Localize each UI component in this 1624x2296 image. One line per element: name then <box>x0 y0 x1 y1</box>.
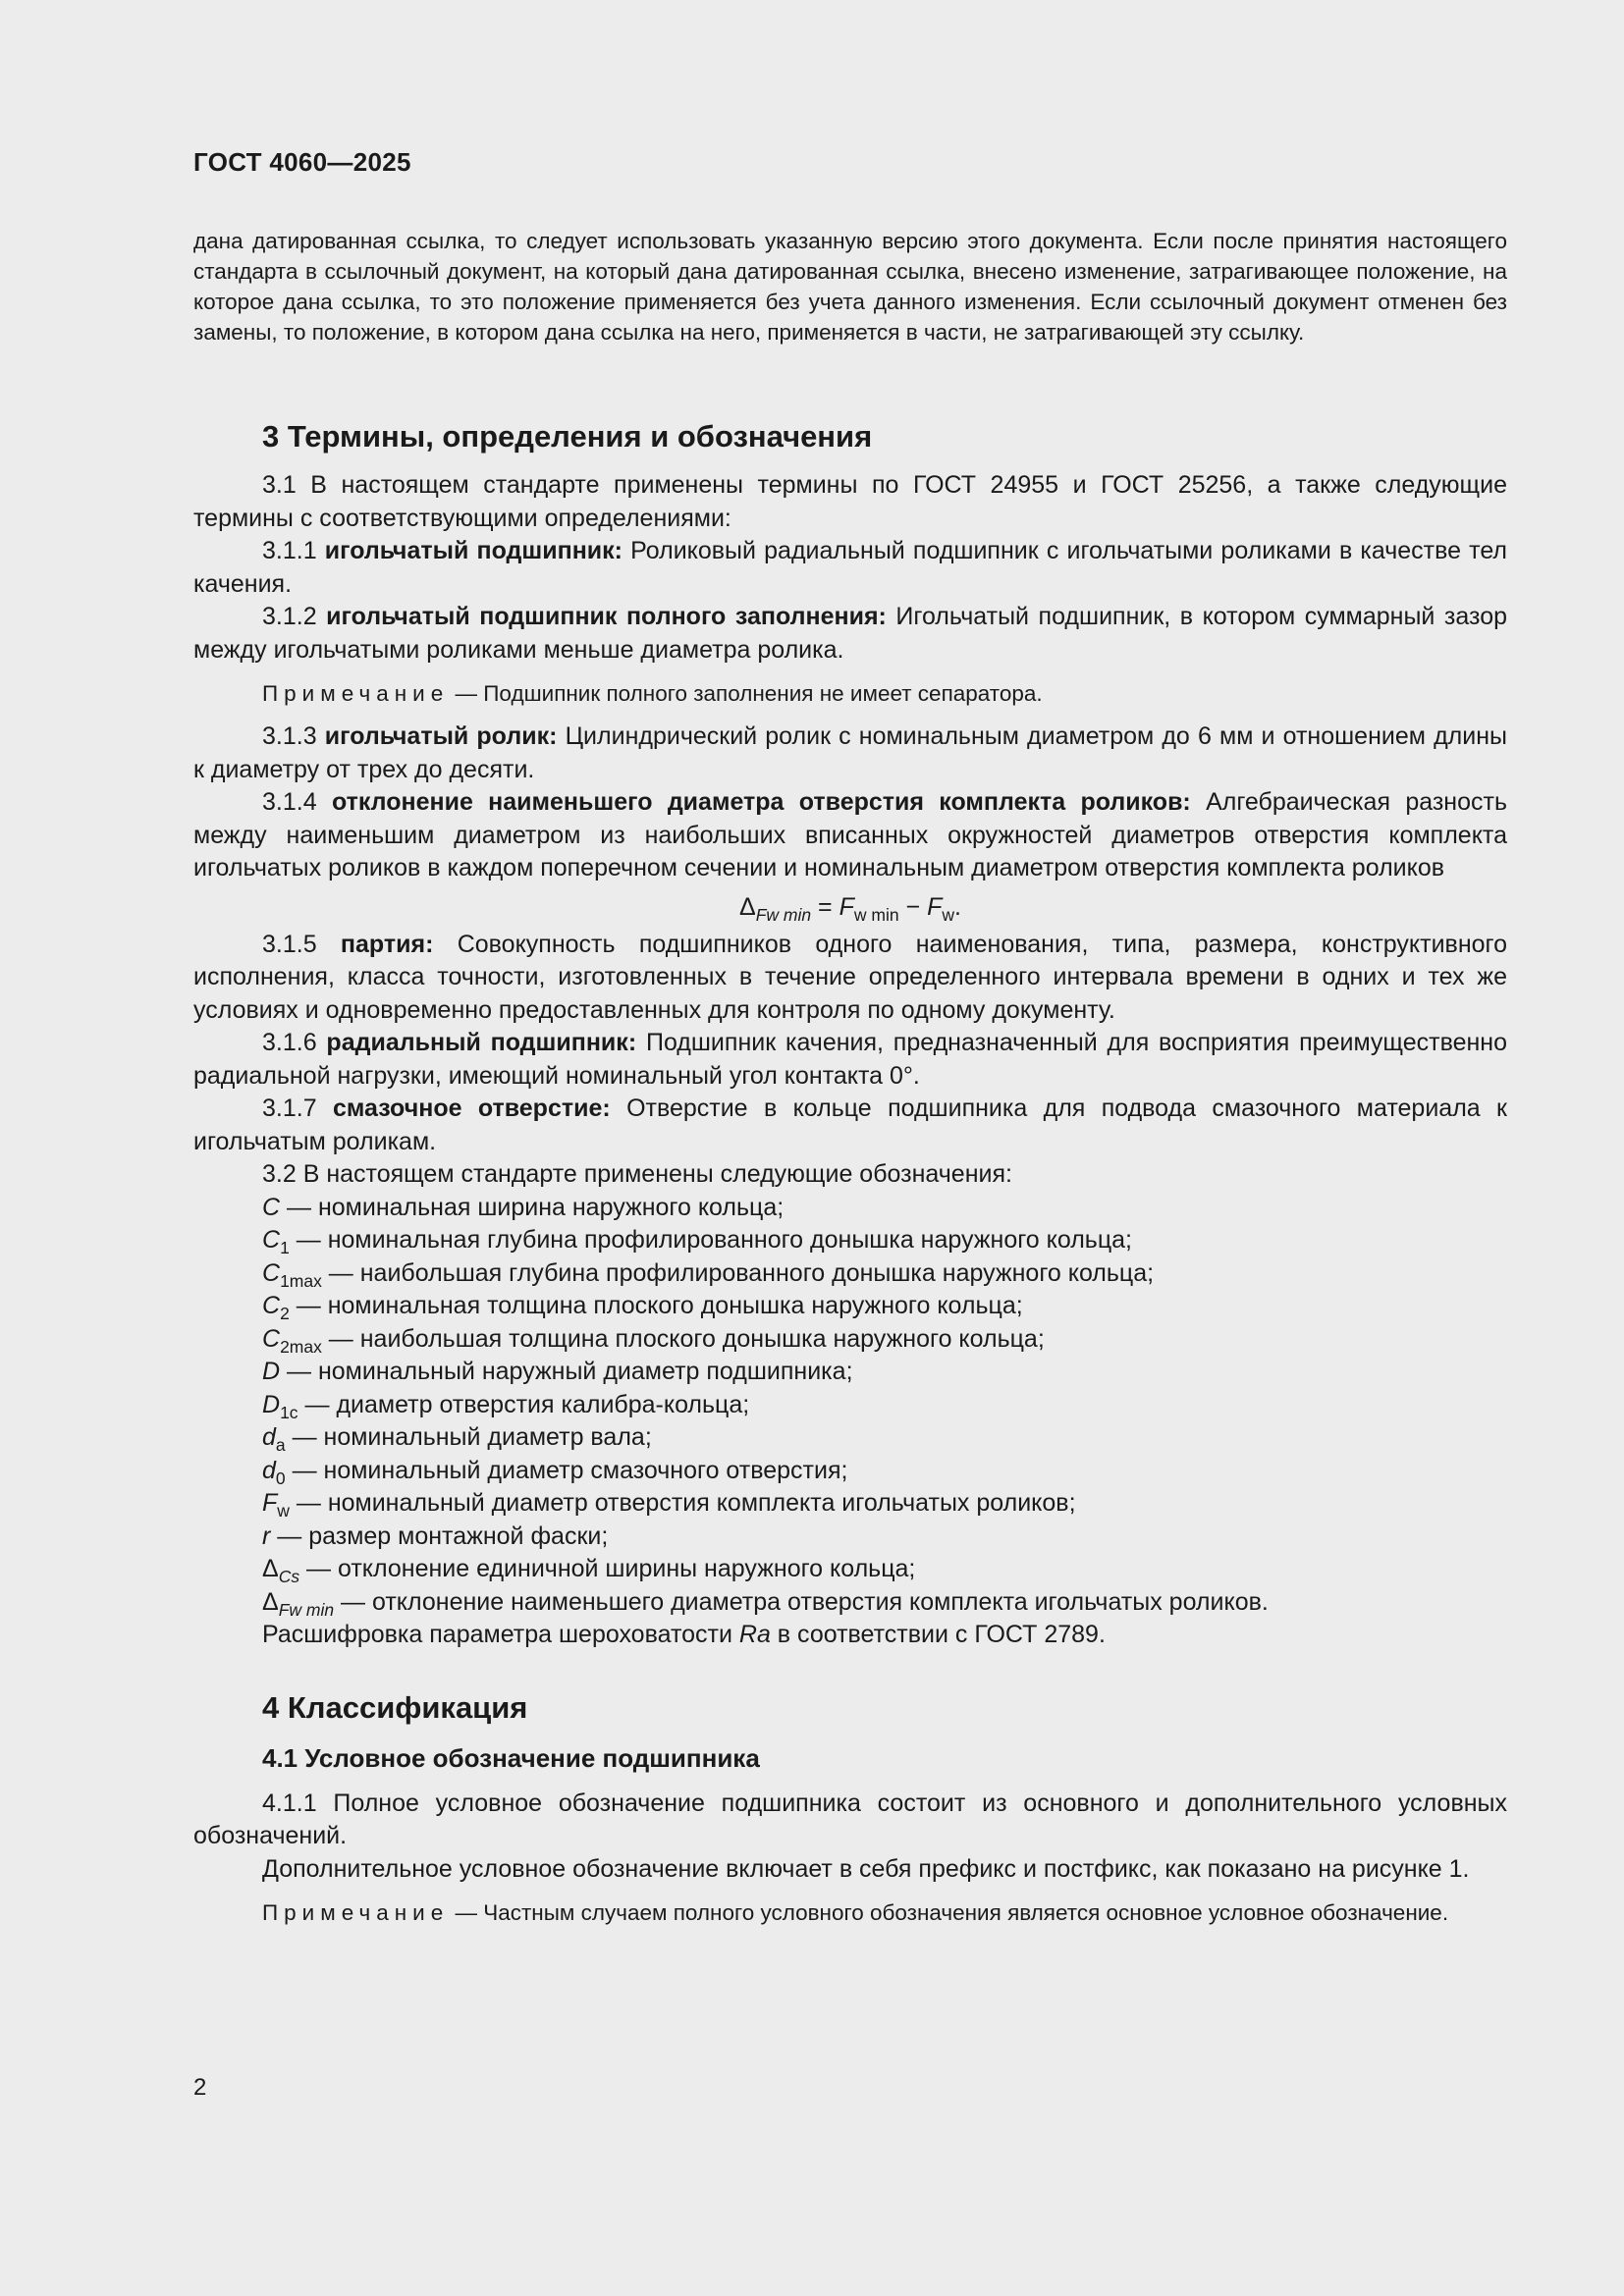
subsection-4-1-title: 4.1 Условное обозначение подшипника <box>262 1742 760 1773</box>
formula-delta-fw: $\Delta_{Fw min} = F_{w min} - F_w$. <box>739 892 961 925</box>
term-3-1-4: 3.1.4 отклонение наименьшего диаметра отверстия комплекта роликов: Алгебраическая разность между наименьшим диаметром из наибольших вписанных окружностей диаметров отверстия комплекта игольчатых роликов в каждом поперечном сечении и номинальным диаметром отверстия комплекта роликов <box>193 788 1507 881</box>
section-body <box>193 416 1507 1928</box>
page-number: 2 <box>193 2074 207 2101</box>
note-1: Примечание — Подшипник полного заполнения не имеет сепаратора. <box>262 681 1043 706</box>
term-3-1-3: 3.1.3 игольчатый ролик: Цилиндрический ролик с номинальным диаметром до 6 мм и отношением длины к диаметру от трех до десяти. <box>193 722 1507 783</box>
symbol-list <box>193 1192 1507 1620</box>
symbol-item: $C_2$ — номинальная толщина плоского донышка наружного кольца; <box>262 1292 1023 1323</box>
symbol-item: C — номинальная ширина наружного кольца; <box>262 1193 785 1221</box>
term-3-1-5: 3.1.5 партия: Совокупность подшипников одного наименования, типа, размера, конструктивного исполнения, класса точности, изготовленных в течение определенного интервала времени в одних и тех же условиях и одновременно предоставленных для контроля по одному документу. <box>193 930 1508 1024</box>
symbol-item: $D_{1c}$ — диаметр отверстия калибра-кольца; <box>262 1390 750 1422</box>
section-4-title: 4 Классификация <box>262 1689 528 1725</box>
intro-paragraph: дана датированная ссылка, то следует использовать указанную версию этого документа. Если после принятия настоящего стандарта в ссылочный документ, на который дана датированная ссылка, внесено изменение, затрагивающее положение, на которое дана ссылка, то это положение применяется без учета данного изменения. Если ссылочный документ отменен без замены, то положение, в котором дана ссылка на него, применяется в части, не затрагивающей эту ссылку. <box>193 229 1507 345</box>
clause-4-1-1: 4.1.1 Полное условное обозначение подшипника состоит из основного и дополнительного условных обозначений. <box>193 1789 1507 1849</box>
roughness-note: Расшифровка параметра шероховатости Ra в соответствии с ГОСТ 2789. <box>262 1621 1106 1648</box>
clause-4-1-1-extra: Дополнительное условное обозначение включает в себя префикс и постфикс, как показано на рисунке 1. <box>262 1854 1470 1883</box>
symbol-item: $C_1$ — номинальная глубина профилированного донышка наружного кольца; <box>262 1226 1132 1257</box>
document-header: ГОСТ 4060—2025 <box>193 147 411 177</box>
term-3-1-2: 3.1.2 игольчатый подшипник полного заполнения: Игольчатый подшипник, в котором суммарный зазор между игольчатыми роликами меньше диаметра ролика. <box>193 603 1507 664</box>
symbol-item: $F_w$ — номинальный диаметр отверстия комплекта игольчатых роликов; <box>262 1489 1076 1521</box>
section-3-title: 3 Термины, определения и обозначения <box>262 419 873 454</box>
symbol-item: $d_a$ — номинальный диаметр вала; <box>262 1423 652 1455</box>
symbol-item: $C_{2max}$ — наибольшая толщина плоского донышка наружного кольца; <box>262 1324 1045 1357</box>
symbol-item: r — размер монтажной фаски; <box>262 1522 609 1550</box>
term-3-1-1: 3.1.1 игольчатый подшипник: Роликовый радиальный подшипник с игольчатыми роликами в качестве тел качения. <box>193 537 1507 598</box>
note-2: Примечание — Частным случаем полного условного обозначения является основное условное обозначение. <box>262 1900 1449 1925</box>
term-3-1-6: 3.1.6 радиальный подшипник: Подшипник качения, предназначенный для восприятия преимущественно радиальной нагрузки, имеющий номинальный угол контакта 0°. <box>193 1029 1507 1090</box>
symbol-item: $d_0$ — номинальный диаметр смазочного отверстия; <box>262 1456 848 1488</box>
clause-3-2: 3.2 В настоящем стандарте применены следующие обозначения: <box>262 1160 1012 1188</box>
term-3-1-7: 3.1.7 смазочное отверстие: Отверстие в кольце подшипника для подвода смазочного материала к игольчатым роликам. <box>193 1095 1507 1155</box>
symbol-item: $\Delta_{Fw min}$ — отклонение наименьшего диаметра отверстия комплекта игольчатых роликов. <box>262 1587 1269 1620</box>
symbol-item: $\Delta_{Cs}$ — отклонение единичной ширины наружного кольца; <box>262 1555 916 1586</box>
clause-3-1: 3.1 В настоящем стандарте применены термины по ГОСТ 24955 и ГОСТ 25256, а также следующие термины с соответствующими определениями: <box>193 471 1507 532</box>
symbol-item: D — номинальный наружный диаметр подшипника; <box>262 1358 853 1385</box>
symbol-item: $C_{1max}$ — наибольшая глубина профилированного донышка наружного кольца; <box>262 1258 1155 1291</box>
